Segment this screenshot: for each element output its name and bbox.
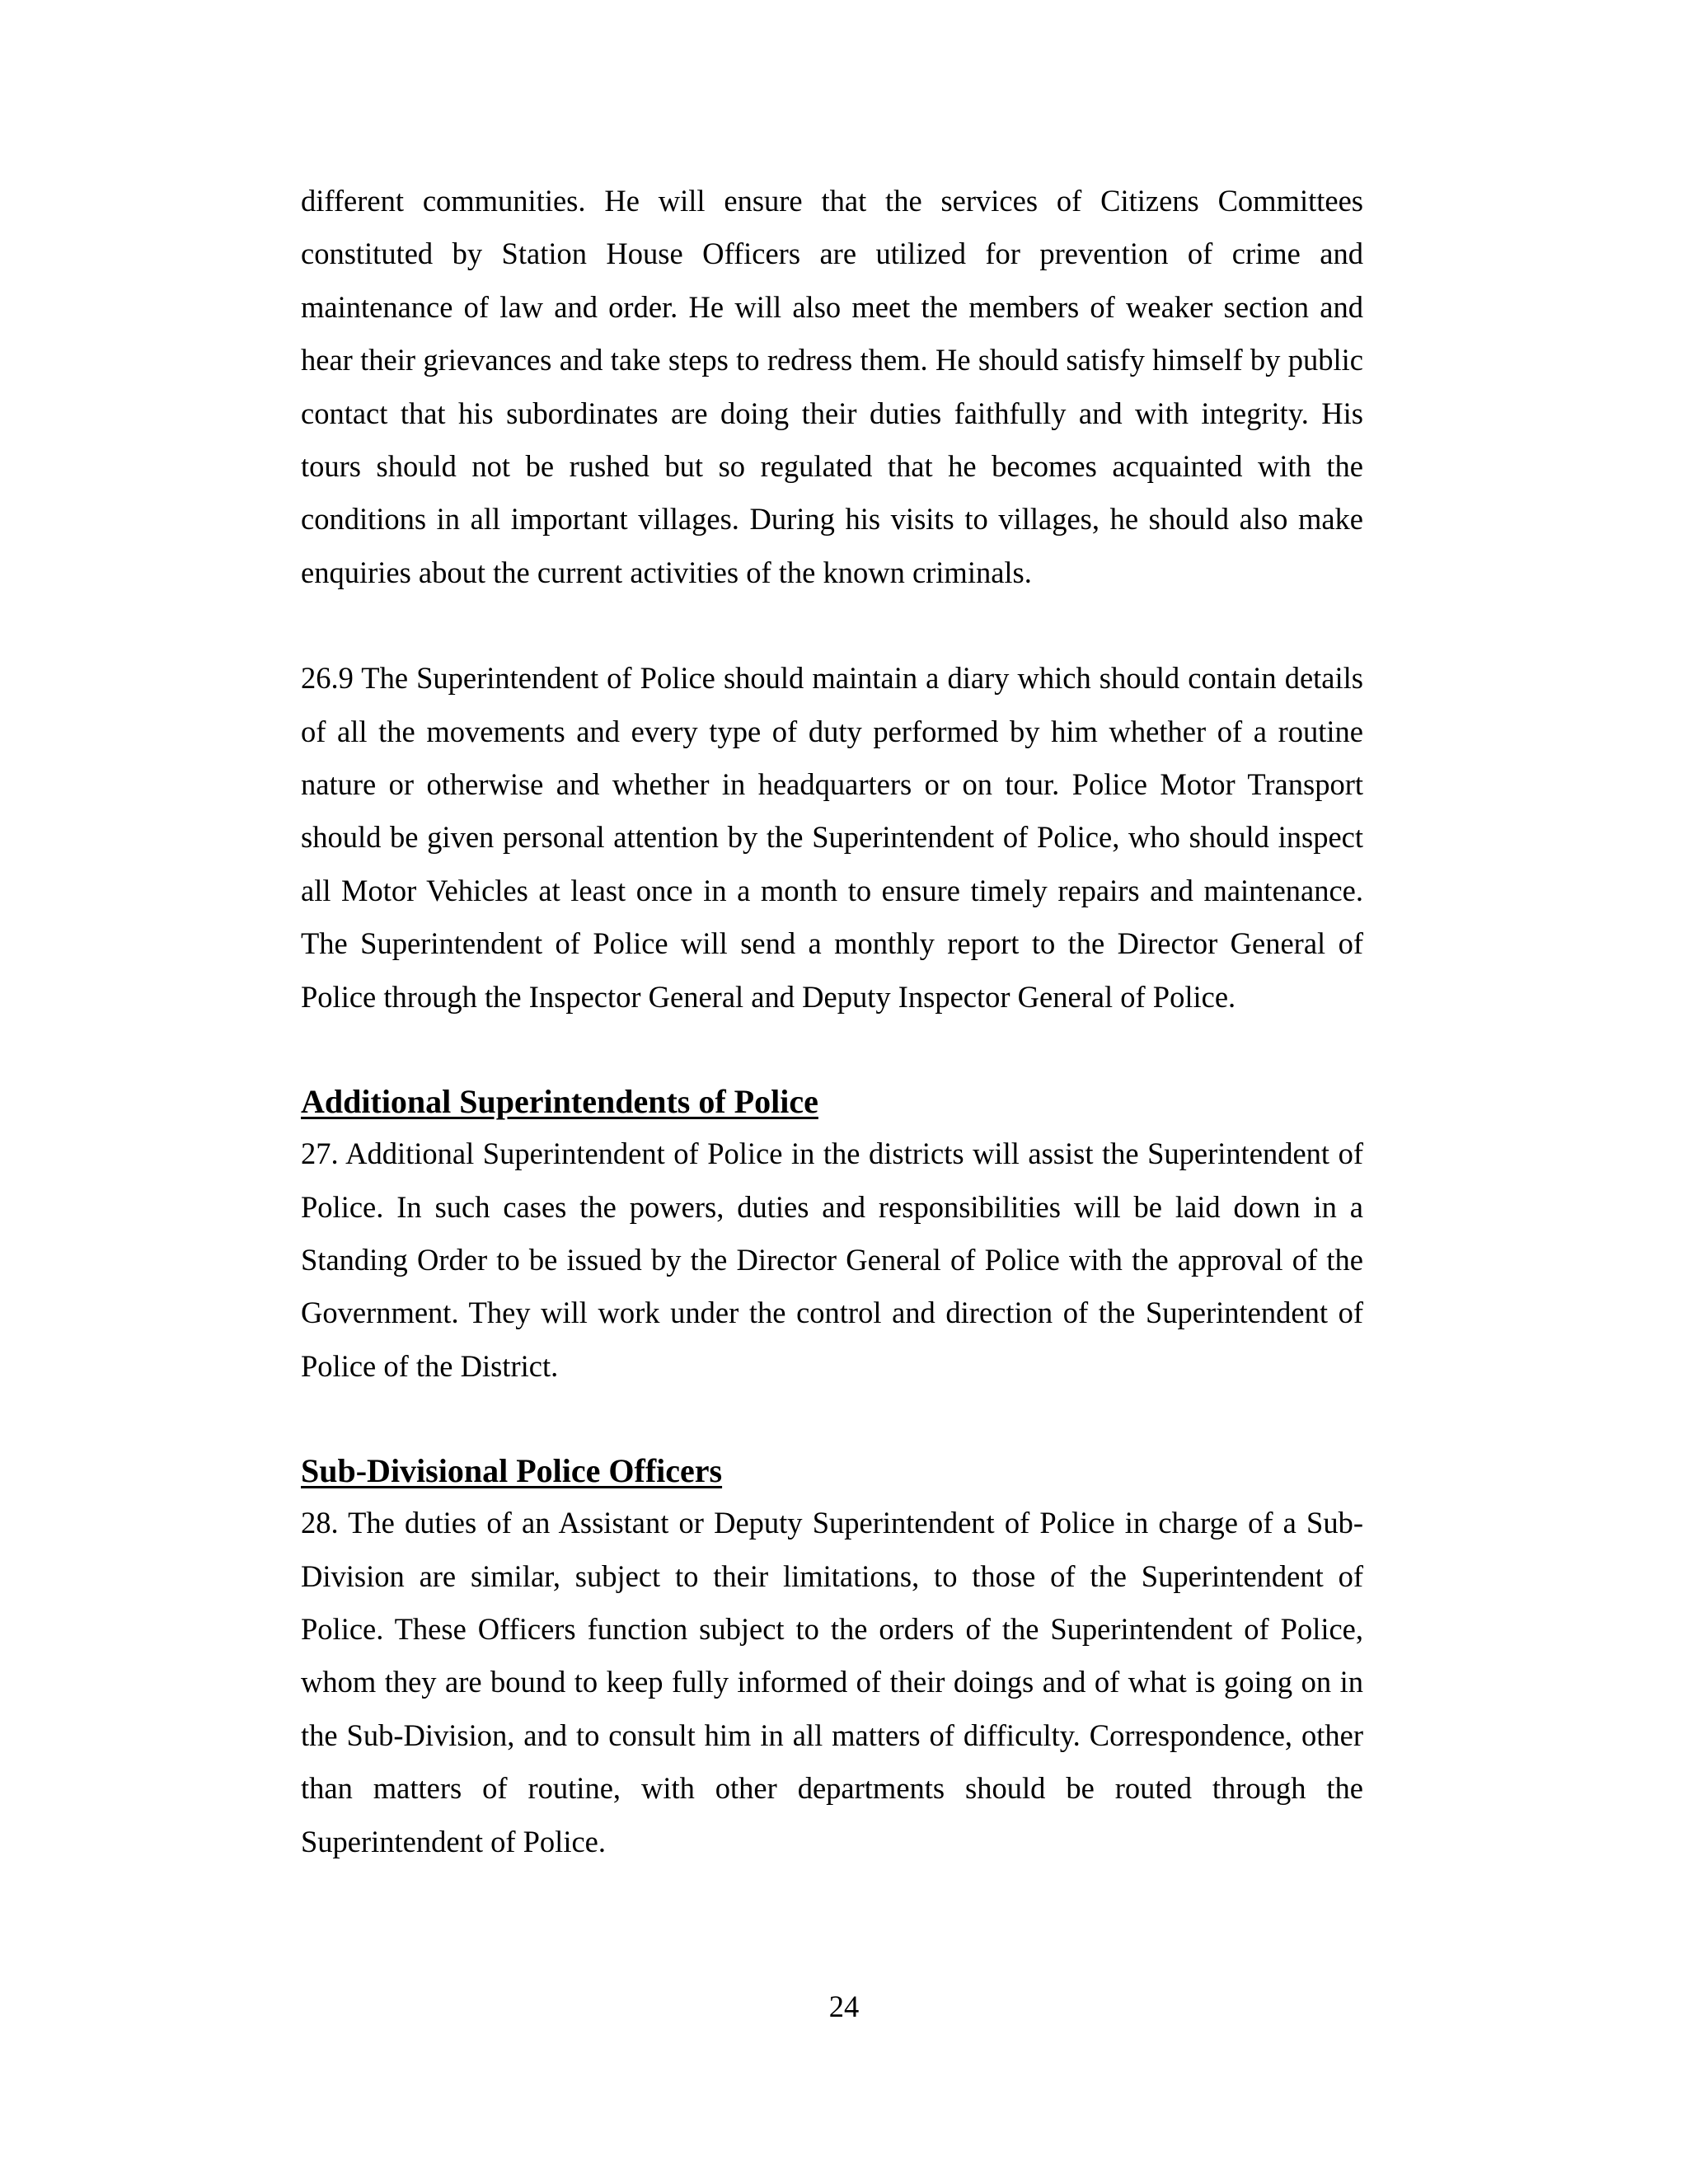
section-heading-sub-divisional-officers: Sub-Divisional Police Officers	[301, 1452, 723, 1490]
paragraph-gap	[301, 599, 1363, 652]
paragraph-continuation: different communities. He will ensure that the services of Citizens Committees constituted by Station House Officers are utilized for prevention of crime and maintenance of law and order. He will also meet the members of weaker section and hear their grievances and take steps to redress them. He should satisfy himself by public contact that his subordinates are doing their duties faithfully and with integrity. His tours should not be rushed but so regulated that he becomes acquainted with the conditions in all important villages. During his visits to villages, he should also make enquiries about the current activities of the known criminals.	[301, 184, 1363, 589]
page-number: 24	[828, 1990, 860, 2023]
paragraph-28: 28. The duties of an Assistant or Deputy Superintendent of Police in charge of a Sub-Division are similar, subject to their limitations, to those of the Superintendent of Police. These Officers function subject to the orders of the Superintendent of Police, whom they are bound to keep fully informed of their doings and of what is going on in the Sub-Division, and to consult him in all matters of difficulty. Correspondence, other than matters of routine, with other departments should be routed through the Superintendent of Police.	[301, 1506, 1363, 1858]
page-content	[301, 175, 1363, 1868]
section-heading-additional-superintendents: Additional Superintendents of Police	[301, 1083, 818, 1121]
paragraph-27: 27. Additional Superintendent of Police in the districts will assist the Superintendent of Police. In such cases the powers, duties and responsibilities will be laid down in a Standing Order to be issued by the Director General of Police with the approval of the Government. They will work under the control and direction of the Superintendent of Police of the District.	[301, 1137, 1363, 1383]
paragraph-26-9: 26.9 The Superintendent of Police should maintain a diary which should contain details of all the movements and every type of duty performed by him whether of a routine nature or otherwise and whether in headquarters or on tour. Police Motor Transport should be given personal attention by the Superintendent of Police, who should inspect all Motor Vehicles at least once in a month to ensure timely repairs and maintenance. The Superintendent of Police will send a monthly report to the Director General of Police through the Inspector General and Deputy Inspector General of Police.	[301, 661, 1363, 1014]
section-gap	[301, 1393, 1363, 1446]
section-gap	[301, 1024, 1363, 1076]
